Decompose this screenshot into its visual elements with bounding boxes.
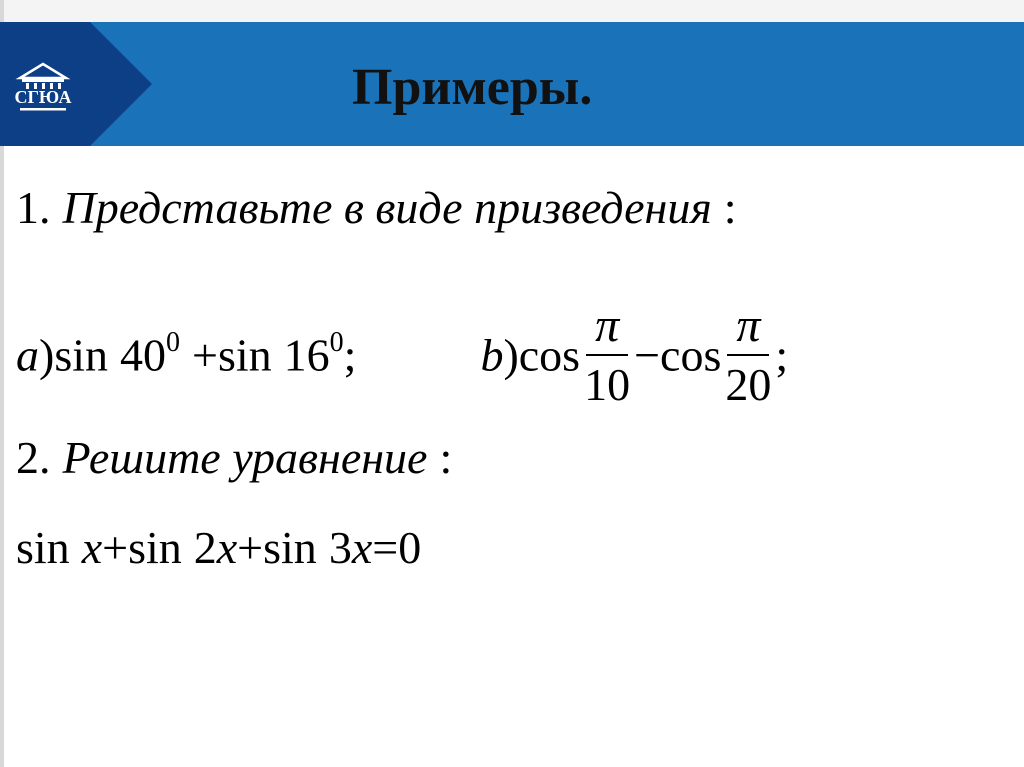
eq-c3: 3 xyxy=(328,522,352,573)
task-2-number: 2. xyxy=(16,432,51,483)
part-a-deg1: 0 xyxy=(166,326,181,358)
eq-c2: 2 xyxy=(193,522,217,573)
part-b-fn2: cos xyxy=(660,329,722,381)
part-b-fn1: cos xyxy=(518,329,581,381)
part-b-label: b xyxy=(480,329,504,381)
part-a-arg1: 40 xyxy=(120,329,167,381)
task-2-text: Решите уравнение xyxy=(62,432,428,483)
fraction-pi-over-10 xyxy=(584,300,630,412)
task-1-heading xyxy=(16,180,737,236)
eq-t1: x xyxy=(81,522,103,573)
task-1-text: Представьте в виде призведения xyxy=(62,182,712,233)
eq-fn2: sin xyxy=(128,522,182,573)
fraction-1-denominator: 10 xyxy=(584,359,631,410)
eq-fn1: sin xyxy=(16,522,70,573)
eq-plus2: + xyxy=(237,522,264,573)
eq-fn3: sin xyxy=(263,522,317,573)
part-a-plus: + xyxy=(192,329,218,381)
task-1-colon: : xyxy=(723,182,737,233)
part-a-end: ; xyxy=(343,329,357,381)
part-a-label: a xyxy=(16,329,39,381)
part-a-paren: ) xyxy=(39,329,55,381)
fraction-1-bar xyxy=(586,354,628,356)
task-2-colon: : xyxy=(439,432,453,483)
eq-t2: x xyxy=(216,522,238,573)
page-title: Примеры. xyxy=(352,59,593,116)
task-1-expressions xyxy=(16,299,789,416)
part-b-minus: − xyxy=(634,329,661,381)
fraction-1-numerator: π xyxy=(595,299,620,352)
task-2-heading xyxy=(16,430,452,486)
fraction-2-bar xyxy=(727,354,769,356)
part-a-arg2: 16 xyxy=(283,329,330,381)
part-a-fn2: sin xyxy=(217,329,272,381)
part-b-paren: ) xyxy=(503,329,519,381)
part-b-end: ; xyxy=(775,329,789,381)
eq-rhs: 0 xyxy=(398,522,422,573)
fraction-pi-over-20 xyxy=(725,300,771,412)
top-rule xyxy=(0,0,1024,22)
fraction-2-numerator: π xyxy=(736,299,761,352)
part-a-fn1: sin xyxy=(54,329,109,381)
eq-equals: = xyxy=(372,522,399,573)
eq-t3: x xyxy=(351,522,373,573)
part-a-deg2: 0 xyxy=(329,326,344,358)
eq-plus1: + xyxy=(102,522,129,573)
task-2-equation xyxy=(16,520,421,576)
task-1-number: 1. xyxy=(16,182,51,233)
logo-text: СГЮА xyxy=(14,87,72,107)
fraction-2-denominator: 20 xyxy=(725,359,772,410)
